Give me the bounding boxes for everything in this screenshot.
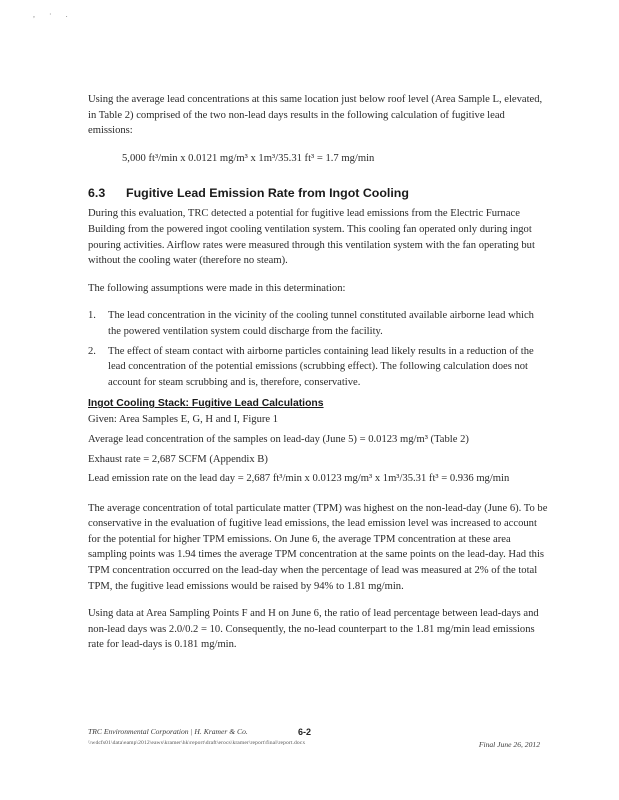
tpm-paragraph: The average concentration of total particulate matter (TPM) was highest on the non-lead-day (June 6). To be conservative in the evaluation of fugitive lead emissions, the lead emission level was increased to account for the potential for higher TPM emissions. On June 6, the average TPM concentration at these area sampling points was 1.94 times the average TPM concentration at the same points on the lead-day. Had this TPM concentration occurred on the lead-day when the percentage of lead was measured at 2% of the total TPM, the fugitive lead emissions would be raised by 94% to 1.81 mg/min.	[88, 502, 548, 592]
section-heading	[88, 186, 548, 200]
ratio-paragraph: Using data at Area Sampling Points F and H on June 6, the ratio of lead percentage between lead-days and non-lead days was 2.0/0.2 = 10. Consequently, the no-lead counterpart to the 1.81 mg/min lead emissions rate for lead-days is 0.181 mg/min.	[88, 608, 539, 651]
list-item	[88, 308, 548, 339]
list-item-number: 2.	[88, 345, 96, 357]
footer-company: TRC Environmental Corporation | H. Kramer & Co.	[88, 727, 248, 736]
page-number: 6-2	[298, 727, 312, 737]
section-title: Fugitive Lead Emission Rate from Ingot Cooling	[126, 186, 409, 201]
subsection-heading: Ingot Cooling Stack: Fugitive Lead Calculations	[88, 398, 324, 410]
list-item-text: The lead concentration in the vicinity of the cooling tunnel constituted available airborne lead which the powered ventilation system could discharge from the facility.	[108, 310, 534, 337]
section-paragraph-2: The following assumptions were made in this determination:	[88, 282, 346, 294]
intro-calculation: 5,000 ft³/min x 0.0121 mg/m³ x 1m³/35.31 ft³ = 1.7 mg/min	[122, 152, 375, 164]
intro-paragraph: Using the average lead concentrations at this same location just below roof level (Area Sample L, elevated, in Table 2) comprised of the two non-lead days results in the following calculation of fugitive lead emissions:	[88, 94, 543, 137]
page-body	[88, 92, 548, 665]
section-number: 6.3	[88, 186, 106, 201]
footer-top-row	[88, 727, 540, 740]
list-item-text: The effect of steam contact with airborne particles containing lead likely results in a reduction of the lead concentration of the potential emissions (scrubbing effect). The following calculation does not account for steam scrubbing and is, therefore, conservative.	[108, 345, 534, 388]
calc-line-exhaust: Exhaust rate = 2,687 SCFM (Appendix B)	[88, 453, 268, 465]
assumptions-list	[88, 308, 548, 390]
list-item	[88, 344, 548, 391]
list-item-number: 1.	[88, 310, 96, 322]
calc-line-given: Given: Area Samples E, G, H and I, Figure 1	[88, 414, 279, 426]
calc-line-emission-rate: Lead emission rate on the lead day = 2,687 ft³/min x 0.0123 mg/m³ x 1m³/35.31 ft³ = 0.936 mg/min	[88, 473, 510, 485]
scan-marks: , · .	[33, 10, 74, 19]
section-paragraph-1: During this evaluation, TRC detected a potential for fugitive lead emissions from the Electric Furnace Building from the powered ingot cooling ventilation system. This cooling fan operated only during ingot pouring activities. Airflow rates were measured through this ventilation system with the fan operating but without the cooling water (therefore no steam).	[88, 208, 535, 267]
footer-status-date: Final June 26, 2012	[478, 740, 540, 749]
footer-bottom-row	[88, 740, 540, 753]
page-footer	[88, 727, 540, 753]
calc-line-average: Average lead concentration of the samples on lead-day (June 5) = 0.0123 mg/m³ (Table 2)	[88, 433, 469, 445]
footer-file-path: \\wdcfs01\data\eamp\2012\eaws\kramer\hk\report\draft\erocs\kramer\report\final\report.docx	[88, 740, 306, 746]
